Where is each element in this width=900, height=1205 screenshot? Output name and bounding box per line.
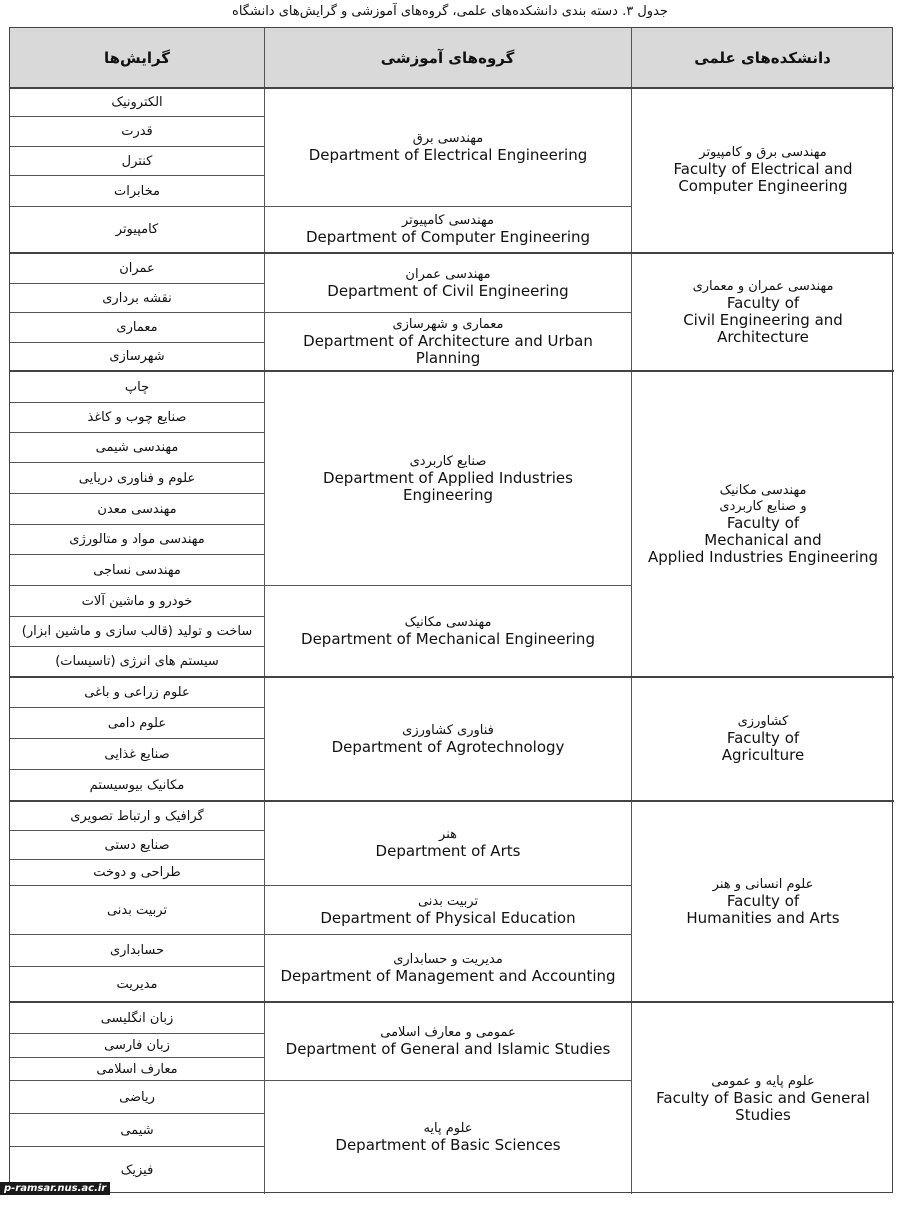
faculty-name-en: Faculty of — [726, 513, 800, 532]
faculty-name-en: Mechanical and — [704, 530, 822, 549]
department-name-en: Department of Architecture and Urban — [303, 331, 593, 350]
specialization-cell: زبان انگلیسی — [100, 1010, 174, 1026]
specialization-cell: چاپ — [124, 379, 150, 395]
site-watermark: p-ramsar.nus.ac.ir — [0, 1182, 110, 1195]
faculty-name-en: Agriculture — [721, 746, 805, 764]
department-name-en: Department of Agrotechnology — [331, 737, 565, 756]
specialization-cell: نقشه برداری — [102, 290, 172, 306]
specialization-cell: مهندسی نساجی — [93, 562, 181, 578]
specialization-cell: مخابرات — [114, 183, 160, 199]
specialization-cell: حسابداری — [109, 943, 165, 958]
header-departments: گروه‌های آموزشی — [380, 49, 515, 67]
department-name-en: Department of Basic Sciences — [335, 1136, 561, 1154]
faculty-name-en: Studies — [735, 1105, 791, 1124]
faculty-cell — [632, 802, 894, 1001]
faculty-name-fa: مهندسی مکانیک — [719, 482, 807, 498]
specialization-cell: معماری — [116, 320, 158, 335]
department-cell — [265, 372, 631, 585]
specialization-cell: علوم دامی — [107, 715, 167, 731]
department-name-fa: فناوری کشاورزی — [402, 722, 494, 738]
specialization-cell: شهرسازی — [109, 349, 165, 364]
faculty-name-en: Civil Engineering and — [683, 310, 843, 329]
header-faculties: دانشکده‌های علمی — [694, 49, 831, 67]
specialization-cell: مهندسی معدن — [97, 501, 177, 517]
faculty-name-fa: کشاورزی — [737, 714, 789, 729]
specialization-cell: معارف اسلامی — [96, 1061, 178, 1077]
faculties-table — [9, 27, 893, 1193]
specialization-cell: خودرو و ماشین آلات — [81, 593, 193, 609]
department-name-en: Department of Mechanical Engineering — [301, 629, 595, 648]
department-name-en: Department of Civil Engineering — [327, 281, 569, 300]
faculty-name-en: Faculty of — [726, 729, 800, 747]
department-name-fa: مهندسی کامپیوتر — [401, 213, 495, 228]
specialization-cell: تربیت بدنی — [106, 902, 168, 918]
specialization-cell: مهندسی شیمی — [95, 440, 179, 455]
specialization-cell: سیستم های انرژی (تاسیسات) — [55, 654, 219, 669]
faculty-cell — [632, 372, 894, 676]
department-name-fa: مهندسی مکانیک — [404, 614, 492, 630]
department-name-fa: عمومی و معارف اسلامی — [380, 1025, 516, 1040]
specialization-cell: صنایع غذایی — [104, 746, 170, 762]
faculty-name-en: Faculty of Basic and General — [656, 1088, 870, 1107]
department-name-en: Department of Computer Engineering — [305, 228, 591, 246]
faculty-name-en: Computer Engineering — [678, 177, 848, 195]
faculty-name-en: Faculty of — [726, 891, 800, 910]
department-cell — [265, 586, 631, 676]
department-cell — [265, 886, 631, 934]
department-name-fa: مدیریت و حسابداری — [393, 951, 503, 967]
department-name-fa: هنر — [439, 827, 457, 842]
faculty-name-en: Humanities and Arts — [686, 908, 840, 927]
department-name-en: Engineering — [403, 485, 493, 504]
faculty-name-fa: مهندسی عمران و معماری — [692, 278, 834, 294]
department-cell — [265, 207, 631, 252]
department-name-en: Department of Electrical Engineering — [308, 145, 588, 164]
specialization-cell: الکترونیک — [111, 94, 163, 110]
specialization-cell: طراحی و دوخت — [93, 865, 181, 880]
department-name-fa: معماری و شهرسازی — [392, 316, 504, 332]
specialization-cell: ریاضی — [119, 1089, 155, 1105]
specialization-cell: مدیریت — [116, 976, 158, 992]
faculty-name-en: Faculty of — [726, 293, 800, 312]
faculty-name-fa: علوم انسانی و هنر — [712, 876, 814, 892]
table-caption: جدول ۳. دسته بندی دانشکده‌های علمی، گروه‌های آموزشی و گرایش‌های دانشگاه — [232, 4, 668, 19]
faculty-cell — [632, 254, 894, 370]
faculty-name-fa: و صنایع کاربردی — [719, 498, 807, 514]
department-cell — [265, 313, 631, 370]
header-specializations: گرایش‌ها — [103, 49, 171, 67]
department-name-fa: مهندسی برق — [412, 130, 484, 146]
specialization-cell: علوم و فناوری دریایی — [78, 470, 196, 486]
department-name-en: Department of General and Islamic Studies — [285, 1040, 611, 1058]
department-cell — [265, 88, 631, 206]
specialization-cell: مهندسی مواد و متالورژی — [69, 532, 205, 547]
specialization-cell: گرافیک و ارتباط تصویری — [70, 808, 204, 824]
department-cell — [265, 1081, 631, 1194]
department-name-fa: مهندسی عمران — [405, 266, 491, 282]
faculty-cell — [632, 1003, 894, 1194]
faculty-name-fa: علوم پایه و عمومی — [711, 1073, 815, 1089]
specialization-cell: صنایع چوب و کاغذ — [87, 410, 187, 425]
faculty-cell — [632, 88, 894, 252]
department-name-en: Department of Physical Education — [320, 908, 576, 927]
specialization-cell: فیزیک — [120, 1163, 154, 1178]
specialization-cell: قدرت — [121, 124, 153, 139]
department-name-en: Department of Arts — [375, 842, 521, 860]
faculty-name-en: Faculty of Electrical and — [673, 160, 853, 178]
department-name-en: Department of Applied Industries — [323, 468, 573, 487]
department-cell — [265, 1003, 631, 1080]
department-name-en: Department of Management and Accounting — [280, 966, 616, 985]
specialization-cell: صنایع دستی — [104, 837, 170, 853]
specialization-cell: کنترل — [121, 153, 153, 169]
specialization-cell: علوم زراعی و باغی — [84, 685, 190, 700]
department-name-fa: صنایع کاربردی — [409, 453, 487, 469]
department-cell — [265, 935, 631, 1001]
specialization-cell: عمران — [119, 261, 155, 276]
faculty-name-en: Architecture — [717, 327, 809, 346]
faculty-name-fa: مهندسی برق و کامپیوتر — [699, 145, 827, 160]
department-name-en: Planning — [415, 348, 481, 367]
specialization-cell: شیمی — [120, 1122, 154, 1138]
department-cell — [265, 254, 631, 312]
department-cell — [265, 678, 631, 800]
department-cell — [265, 802, 631, 885]
department-name-fa: تربیت بدنی — [417, 893, 479, 909]
specialization-cell: مکانیک بیوسیستم — [89, 777, 185, 793]
specialization-cell: کامپیوتر — [115, 222, 159, 237]
specialization-cell: زبان فارسی — [104, 1038, 170, 1053]
department-name-fa: علوم پایه — [423, 1121, 473, 1136]
specialization-cell: ساخت و تولید (قالب سازی و ماشین ابزار) — [21, 624, 253, 639]
faculty-name-en: Applied Industries Engineering — [648, 547, 878, 566]
faculty-cell — [632, 678, 894, 800]
